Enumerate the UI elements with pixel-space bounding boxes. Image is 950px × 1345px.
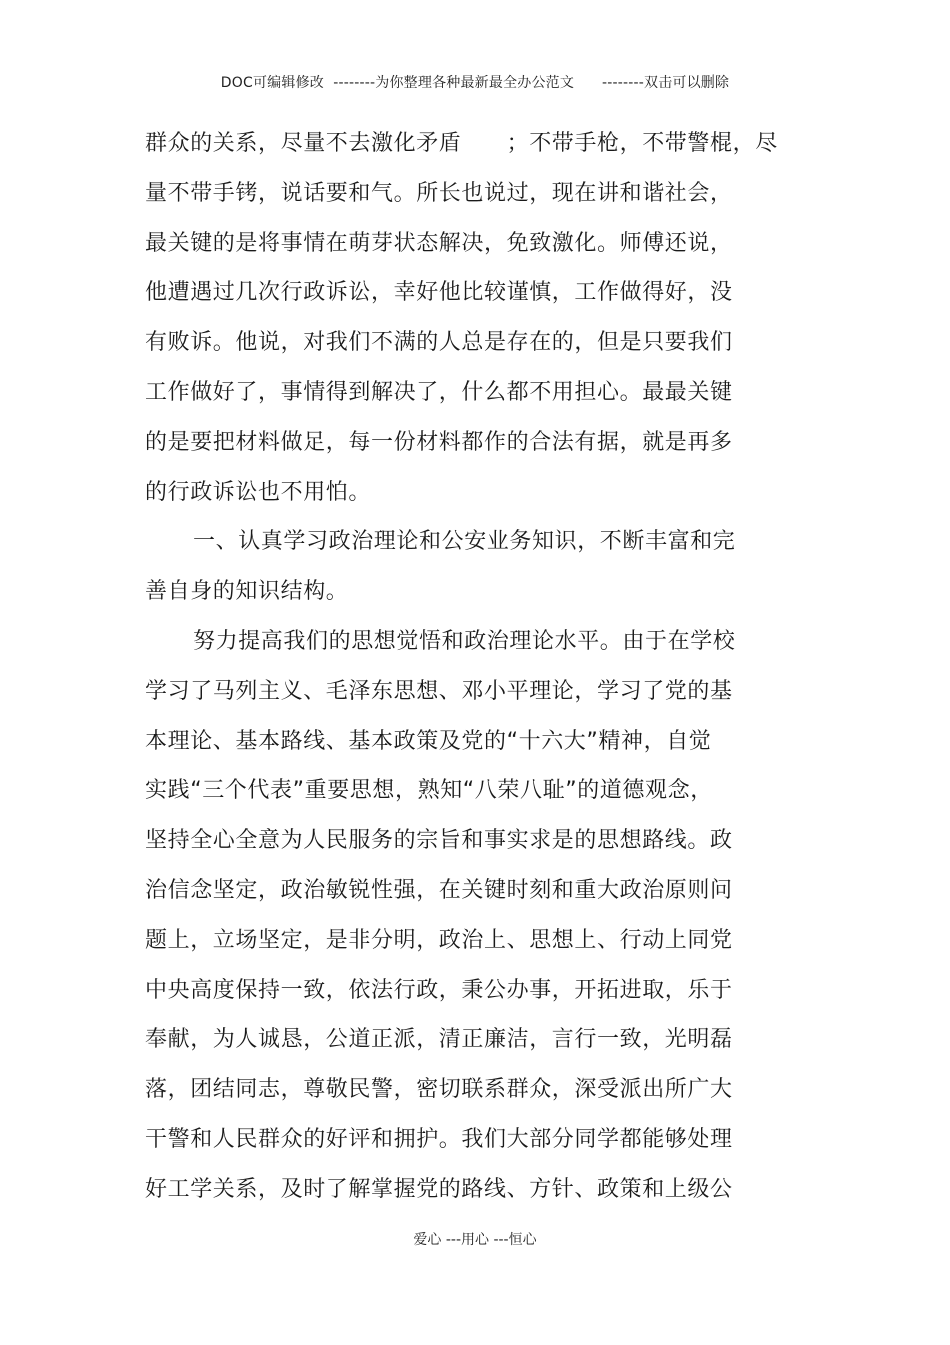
- paragraph-line: 工作做好了，事情得到解决了，什么都不用担心。最最关键: [145, 379, 733, 405]
- paragraph-line: 坚持全心全意为人民服务的宗旨和事实求是的思想路线。政: [145, 828, 733, 854]
- paragraph-line: 好工学关系，及时了解掌握党的路线、方针、政策和上级公: [145, 1176, 733, 1202]
- paragraph-line: 奉献，为人诚恳，公道正派，清正廉洁，言行一致，光明磊: [145, 1027, 733, 1053]
- paragraph-line: 实践“三个代表”重要思想，熟知“八荣八耻”的道德观念，: [145, 778, 713, 804]
- paragraph-line: 他遭遇过几次行政诉讼，幸好他比较谨慎，工作做得好，没: [145, 280, 733, 306]
- paragraph-line: 本理论、基本路线、基本政策及党的“十六大”精神，自觉: [145, 728, 712, 754]
- paragraph-line: 一、认真学习政治理论和公安业务知识，不断丰富和完: [193, 529, 736, 555]
- paragraph-line: 善自身的知识结构。: [145, 579, 349, 605]
- paragraph-line: 治信念坚定，政治敏锐性强，在关键时刻和重大政治原则问: [145, 877, 733, 903]
- paragraph-line: 最关键的是将事情在萌芽状态解决，免致激化。师傅还说，: [145, 230, 733, 256]
- paragraph-line: 量不带手铐，说话要和气。所长也说过，现在讲和谐社会，: [145, 180, 733, 206]
- paragraph-line: 干警和人民群众的好评和拥护。我们大部分同学都能够处理: [145, 1126, 733, 1152]
- paragraph-line: 学习了马列主义、毛泽东思想、邓小平理论，学习了党的基: [145, 678, 733, 704]
- paragraph-line: 努力提高我们的思想觉悟和政治理论水平。由于在学校: [193, 628, 736, 654]
- paragraph-line: 的行政诉讼也不用怕。: [145, 479, 372, 505]
- paragraph-line: 落，团结同志，尊敬民警，密切联系群众，深受派出所广大: [145, 1077, 733, 1103]
- page-footer: 爱心 ---用心 ---恒心: [413, 1232, 537, 1248]
- paragraph-line: 题上，立场坚定，是非分明，政治上、思想上、行动上同党: [145, 927, 733, 953]
- page-header: DOC可编辑修改 --------为你整理各种最新最全办公范文 --------双击可以删除: [220, 75, 730, 91]
- paragraph-line: 群众的关系，尽量不去激化矛盾 ；不带手枪，不带警棍，尽: [145, 131, 778, 156]
- paragraph-line: 中央高度保持一致，依法行政，秉公办事，开拓进取，乐于: [145, 977, 733, 1003]
- body-text: [145, 119, 785, 1215]
- paragraph-line: 有败诉。他说，对我们不满的人总是存在的，但是只要我们: [145, 330, 733, 356]
- paragraph-line: 的是要把材料做足，每一份材料都作的合法有据，就是再多: [145, 429, 733, 455]
